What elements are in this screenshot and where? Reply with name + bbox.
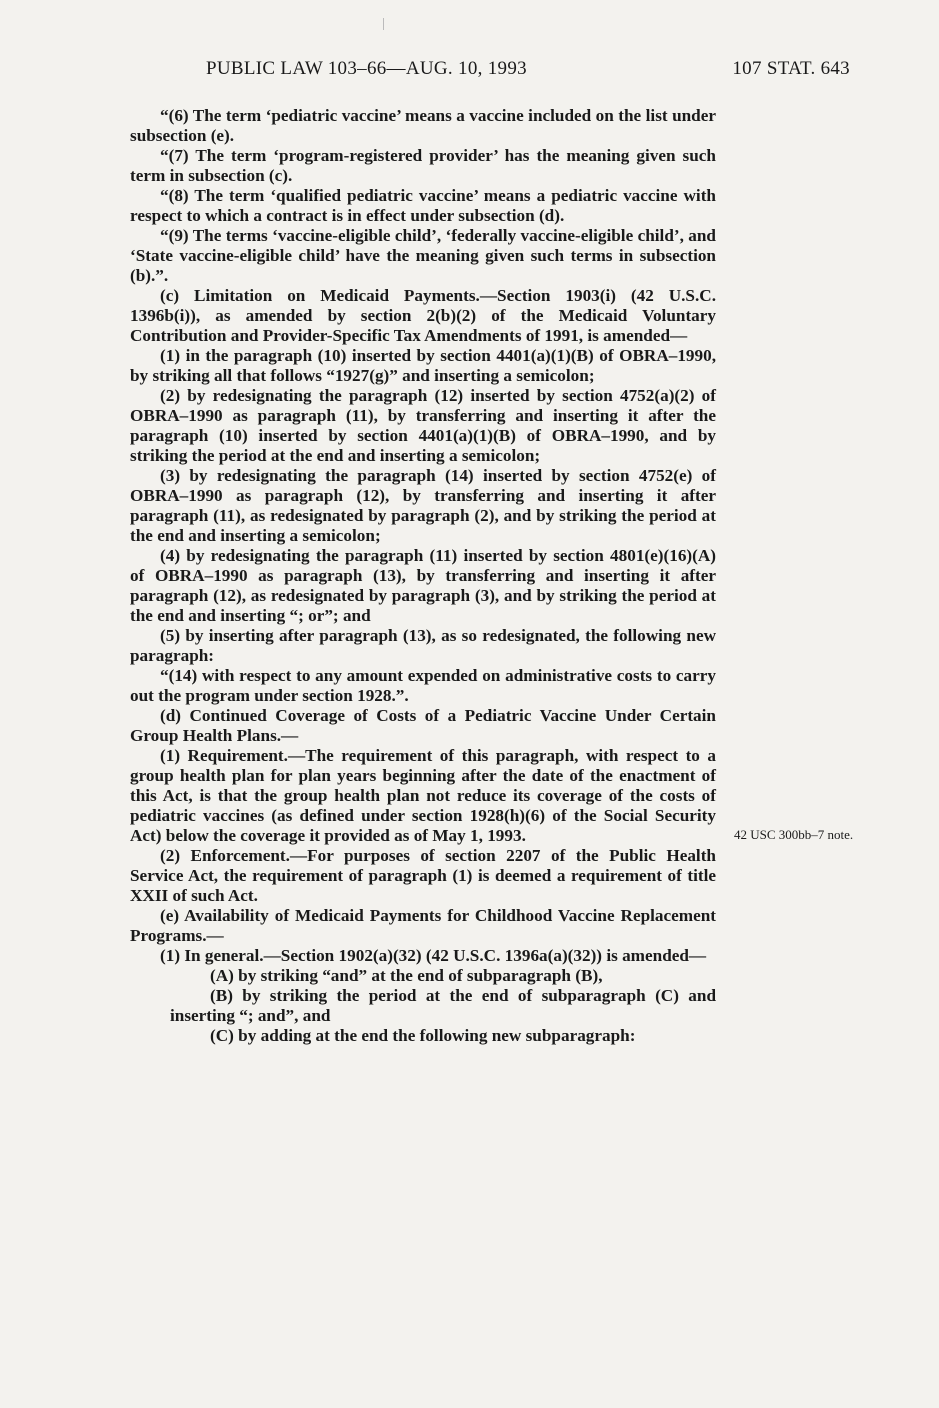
requirement-paragraph: (1) Requirement.—The requirement of this paragraph, with respect to a group health plan for plan years beginning after the date of the enactment of this Act, is that the group health plan not reduce its coverage of the costs of pediatric vaccines (as defined under section 1928(h)(6) of the Social Security Act) below the coverage it provided as of May 1, 1993. <box>130 746 716 845</box>
amendment-paragraph: (3) by redesignating the paragraph (14) inserted by section 4752(e) of OBRA–1990 as paragraph (12), by transferring and inserting it after paragraph (11), as redesignated by paragraph (2), and by striking the period at the end and inserting a semicolon; <box>130 466 716 545</box>
margin-note: 42 USC 300bb–7 note. <box>734 827 854 842</box>
quoted-paragraph: “(14) with respect to any amount expended on administrative costs to carry out the program under section 1928.”. <box>130 666 716 705</box>
body-text <box>130 106 716 1046</box>
amendment-paragraph: (1) in the paragraph (10) inserted by section 4401(a)(1)(B) of OBRA–1990, by striking all that follows “1927(g)” and inserting a semicolon; <box>130 346 716 385</box>
subparagraph-c: (C) by adding at the end the following new subparagraph: <box>210 1026 636 1045</box>
definition-paragraph: “(6) The term ‘pediatric vaccine’ means a vaccine included on the list under subsection (e). <box>130 106 716 145</box>
definition-paragraph: “(8) The term ‘qualified pediatric vaccine’ means a pediatric vaccine with respect to which a contract is in effect under subsection (d). <box>130 186 716 225</box>
section-c-heading: (c) Limitation on Medicaid Payments.—Section 1903(i) (42 U.S.C. 1396b(i)), as amended by section 2(b)(2) of the Medicaid Voluntary Contribution and Provider-Specific Tax Amendments of 1991, is amended— <box>130 286 716 345</box>
amendment-paragraph: (5) by inserting after paragraph (13), as so redesignated, the following new paragraph: <box>130 626 716 665</box>
header-law-citation: PUBLIC LAW 103–66—AUG. 10, 1993 <box>206 58 527 79</box>
subparagraph-a: (A) by striking “and” at the end of subparagraph (B), <box>210 966 603 985</box>
definition-paragraph: “(7) The term ‘program-registered provider’ has the meaning given such term in subsection (c). <box>130 146 716 185</box>
section-d-heading: (d) Continued Coverage of Costs of a Pediatric Vaccine Under Certain Group Health Plans.— <box>130 706 716 745</box>
in-general-paragraph: (1) In general.—Section 1902(a)(32) (42 U.S.C. 1396a(a)(32)) is amended— <box>160 946 707 965</box>
header-stat-page: 107 STAT. 643 <box>732 58 850 79</box>
subparagraph-b: (B) by striking the period at the end of subparagraph (C) and inserting “; and”, and <box>170 986 716 1025</box>
section-e-heading: (e) Availability of Medicaid Payments for Childhood Vaccine Replacement Programs.— <box>130 906 716 945</box>
enforcement-paragraph: (2) Enforcement.—For purposes of section 2207 of the Public Health Service Act, the requirement of paragraph (1) is deemed a requirement of title XXII of such Act. <box>130 846 716 905</box>
amendment-paragraph: (2) by redesignating the paragraph (12) inserted by section 4752(a)(2) of OBRA–1990 as paragraph (11), by transferring and inserting it after the paragraph (10) inserted by section 4401(a)(1)(B) of OBRA–1990, and by striking the period at the end and inserting a semicolon; <box>130 386 716 465</box>
definition-paragraph: “(9) The terms ‘vaccine-eligible child’, ‘federally vaccine-eligible child’, and ‘State vaccine-eligible child’ have the meaning given such terms in subsection (b).”. <box>130 226 716 285</box>
amendment-paragraph: (4) by redesignating the paragraph (11) inserted by section 4801(e)(16)(A) of OBRA–1990 as paragraph (13), by transferring and inserting it after paragraph (12), as redesignated by paragraph (3), and by striking the period at the end and inserting “; or”; and <box>130 546 716 625</box>
scan-mark <box>383 18 384 30</box>
running-header <box>130 58 850 86</box>
